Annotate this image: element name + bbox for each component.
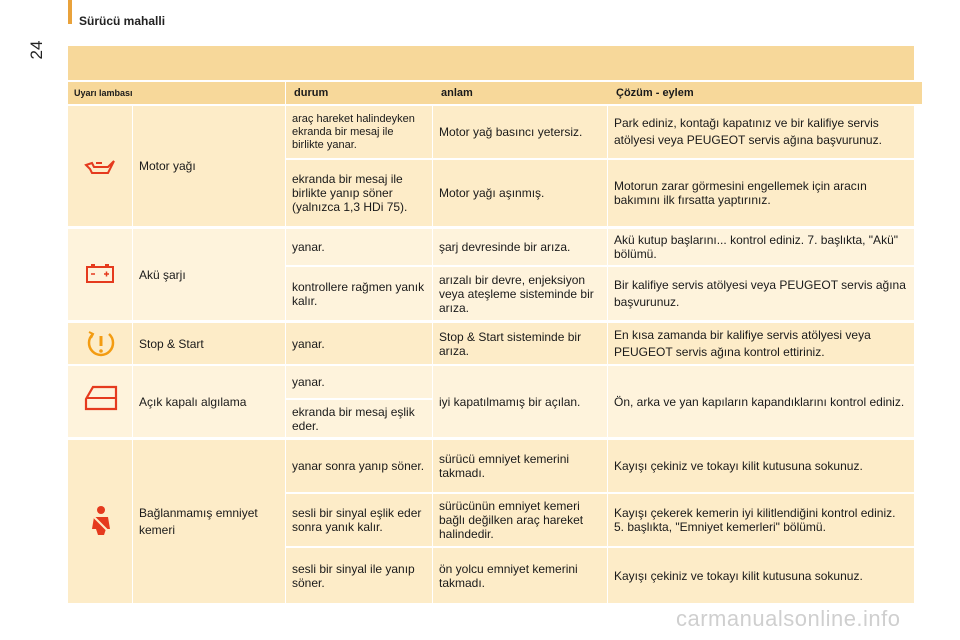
status-cell: ekranda bir mesaj ile birlikte yanıp söner (yalnızca 1,3 HDi 75). [286, 160, 432, 226]
header-lamp-label [133, 82, 285, 104]
status-cell: sesli bir sinyal eşlik eder sonra yanık kalır. [286, 494, 432, 546]
stop-start-warning-icon [84, 327, 118, 361]
lamp-label: Stop & Start [133, 323, 285, 364]
meaning-cell: Motor yağ basıncı yetersiz. [433, 106, 607, 158]
meaning-cell: sürücü emniyet kemerini takmadı. [433, 440, 607, 492]
solution-cell: Kayışı çekiniz ve tokayı kilit kutusuna sokunuz. [608, 548, 914, 603]
status-cell: yanar sonra yanıp söner. [286, 440, 432, 492]
meaning-cell: Stop & Start sisteminde bir arıza. [433, 323, 607, 364]
solution-cell: Akü kutup başlarını... kontrol ediniz. 7. başlıkta, "Akü" bölümü. [608, 229, 914, 265]
solution-cell: Ön, arka ve yan kapıların kapandıklarını kontrol ediniz. [608, 366, 914, 437]
solution-cell: Kayışı çekiniz ve tokayı kilit kutusuna sokunuz. [608, 440, 914, 492]
meaning-cell: sürücünün emniyet kemeri bağlı değilken araç hareket halindedir. [433, 494, 607, 546]
lamp-icon-cell [68, 323, 132, 364]
header-solution: Çözüm - eylem [608, 82, 922, 104]
lamp-label: Bağlanmamış emniyet kemeri [133, 440, 285, 603]
lamp-label: Açık kapalı algılama [133, 366, 285, 437]
page-accent-bar [68, 0, 72, 24]
header-meaning: anlam [433, 82, 615, 104]
solution-cell: Bir kalifiye servis atölyesi veya PEUGEOT servis ağına başvurunuz. [608, 267, 914, 320]
meaning-cell: Motor yağı aşınmış. [433, 160, 607, 226]
status-cell: yanar. [286, 323, 432, 364]
status-cell: yanar. [286, 366, 432, 398]
meaning-cell: ön yolcu emniyet kemerini takmadı. [433, 548, 607, 603]
section-title: Sürücü mahalli [79, 14, 166, 28]
header-status: durum [286, 82, 440, 104]
status-cell: sesli bir sinyal ile yanıp söner. [286, 548, 432, 603]
solution-cell: Motorun zarar görmesini engellemek için aracın bakımını ilk fırsatta yaptırınız. [608, 160, 914, 226]
table-title-band [68, 46, 914, 80]
seatbelt-icon [86, 504, 116, 538]
meaning-cell: arızalı bir devre, enjeksiyon veya ateşleme sisteminde bir arıza. [433, 267, 607, 320]
lamp-icon-cell [68, 440, 132, 603]
solution-cell: Park ediniz, kontağı kapatınız ve bir kalifiye servis atölyesi veya PEUGEOT servis ağına başvurunuz. [608, 106, 914, 158]
meaning-cell: şarj devresinde bir arıza. [433, 229, 607, 265]
page-number: 24 [27, 40, 46, 60]
lamp-icon-cell [68, 229, 132, 320]
solution-cell: Kayışı çekerek kemerin iyi kilitlendiğini kontrol ediniz. 5. başlıkta, "Emniyet kemerleri" bölümü. [608, 494, 914, 546]
lamp-icon-cell [68, 366, 132, 437]
status-cell: araç hareket halindeyken ekranda bir mesaj ile birlikte yanar. [286, 106, 432, 158]
solution-cell: En kısa zamanda bir kalifiye servis atölyesi veya PEUGEOT servis ağına kontrol ettiriniz. [608, 323, 914, 364]
status-cell: ekranda bir mesaj eşlik eder. [286, 400, 432, 437]
status-cell: yanar. [286, 229, 432, 265]
battery-icon [82, 263, 118, 285]
oil-can-icon [82, 154, 118, 178]
open-door-icon [82, 384, 120, 412]
watermark: carmanualsonline.info [676, 606, 901, 631]
lamp-label: Akü şarjı [133, 229, 285, 320]
header-lamp: Uyarı lambası [68, 82, 138, 104]
lamp-label: Motor yağı [133, 106, 285, 226]
lamp-icon-cell [68, 106, 132, 226]
meaning-cell: iyi kapatılmamış bir açılan. [433, 366, 607, 437]
status-cell: kontrollere rağmen yanık kalır. [286, 267, 432, 320]
